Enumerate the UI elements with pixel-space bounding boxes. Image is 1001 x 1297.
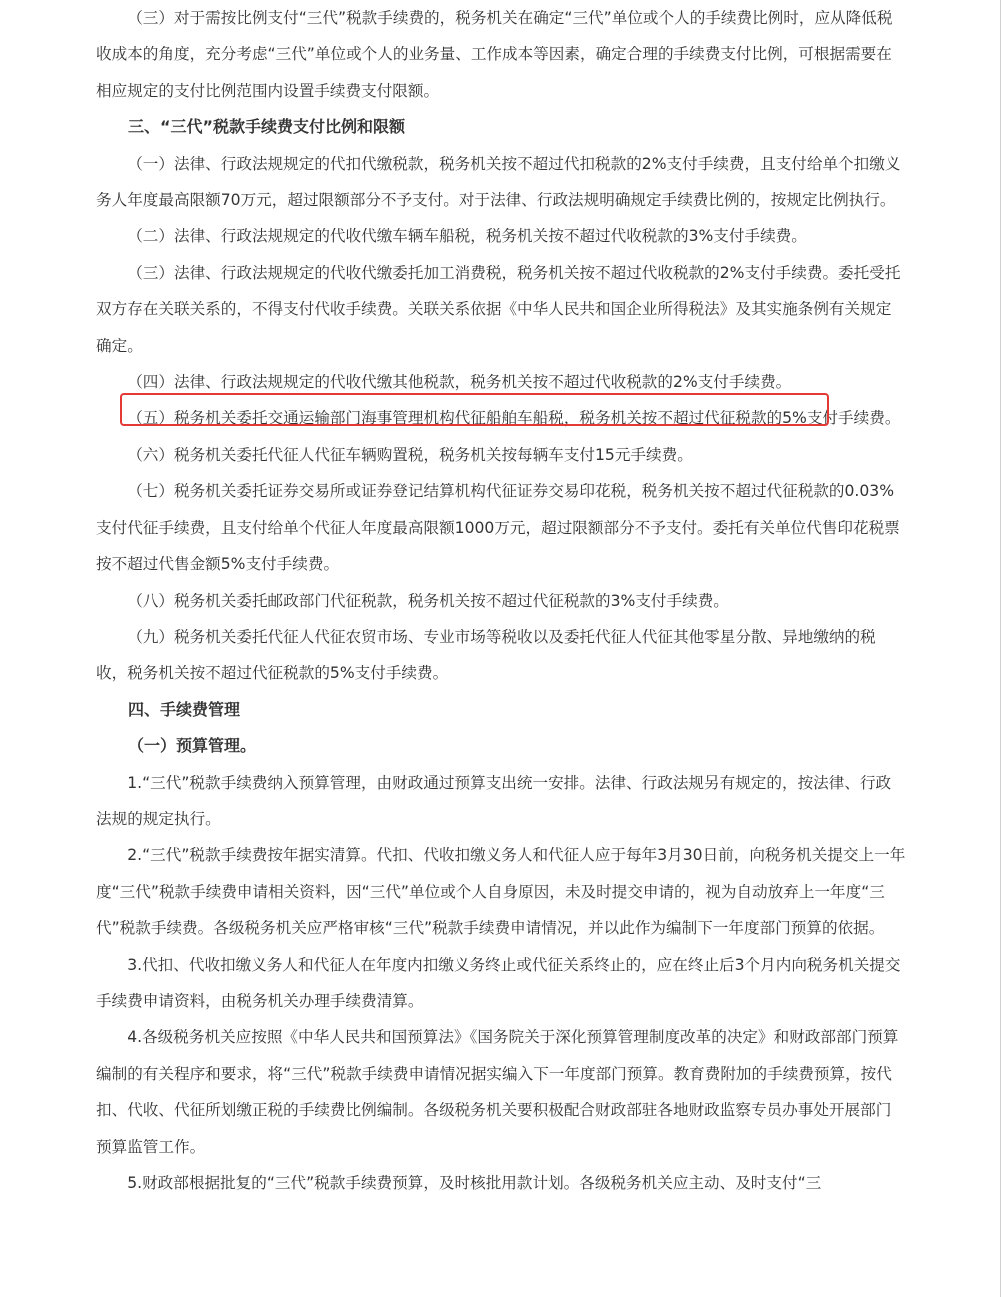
para-budget-item2: 2.“三代”税款手续费按年据实清算。代扣、代收扣缴义务人和代征人应于每年3月30日前，向税务机关提交上一年度“三代”税款手续费申请相关资料，因“三代”单位或个人自身原因，未及时提交申请的，视为自动放弃上一年度“三代”税款手续费。各级税务机关应严格审核“三代”税款手续费申请情况，并以此作为编制下一年度部门预算的依据。	[96, 846, 906, 938]
para-section3-item5: （五）税务机关委托交通运输部门海事管理机构代征船舶车船税，税务机关按不超过代征税款的5%支付手续费。	[127, 409, 901, 428]
para-budget-item4: 4.各级税务机关应按照《中华人民共和国预算法》《国务院关于深化预算管理制度改革的决定》和财政部部门预算编制的有关程序和要求，将“三代”税款手续费申请情况据实编入下一年度部门预算。教育费附加的手续费预算，按代扣、代收、代征所划缴正税的手续费比例编制。各级税务机关要积极配合财政部驻各地财政监察专员办事处开展部门预算监管工作。	[96, 1028, 899, 1156]
heading-budget-management: （一）预算管理。	[128, 736, 257, 756]
para-section3-item9: （九）税务机关委托代征人代征农贸市场、专业市场等税收以及委托代征人代征其他零星分散、异地缴纳的税收，税务机关按不超过代征税款的5%支付手续费。	[96, 627, 876, 683]
document-body	[96, 0, 906, 1201]
para-section3-item2: （二）法律、行政法规规定的代收代缴车辆车船税，税务机关按不超过代收税款的3%支付手续费。	[127, 227, 807, 246]
para-section3-item1: （一）法律、行政法规规定的代扣代缴税款，税务机关按不超过代扣税款的2%支付手续费，且支付给单个扣缴义务人年度最高限额70万元，超过限额部分不予支付。对于法律、行政法规明确规定手续费比例的，按规定比例执行。	[96, 154, 901, 210]
para-budget-item3: 3.代扣、代收扣缴义务人和代征人在年度内扣缴义务终止或代征关系终止的，应在终止后3个月内向税务机关提交手续费申请资料，由税务机关办理手续费清算。	[96, 955, 901, 1010]
para-section3-item3: （三）法律、行政法规规定的代收代缴委托加工消费税，税务机关按不超过代收税款的2%支付手续费。委托受托双方存在关联关系的，不得支付代收手续费。关联关系依据《中华人民共和国企业所得税法》及其实施条例有关规定确定。	[96, 263, 901, 355]
para-section2-item3: （三）对于需按比例支付“三代”税款手续费的，税务机关在确定“三代”单位或个人的手续费比例时，应从降低税收成本的角度，充分考虑“三代”单位或个人的业务量、工作成本等因素，确定合理的手续费支付比例，可根据需要在相应规定的支付比例范围内设置手续费支付限额。	[96, 9, 893, 100]
para-budget-item5: 5.财政部根据批复的“三代”税款手续费预算，及时核批用款计划。各级税务机关应主动、及时支付“三	[127, 1174, 822, 1192]
heading-section4: 四、手续费管理	[128, 699, 241, 719]
heading-section3: 三、“三代”税款手续费支付比例和限额	[128, 117, 406, 137]
para-section3-item6: （六）税务机关委托代征人代征车辆购置税，税务机关按每辆车支付15元手续费。	[127, 445, 693, 464]
para-section3-item8: （八）税务机关委托邮政部门代征税款，税务机关按不超过代征税款的3%支付手续费。	[127, 591, 729, 610]
para-section3-item4-highlighted: （四）法律、行政法规规定的代收代缴其他税款，税务机关按不超过代收税款的2%支付手续费。	[127, 373, 792, 392]
para-section3-item7: （七）税务机关委托证券交易所或证券登记结算机构代征证券交易印花税，税务机关按不超过代征税款的0.03%支付代征手续费，且支付给单个代征人年度最高限额1000万元，超过限额部分不予支付。委托有关单位代售印花税票按不超过代售金额5%支付手续费。	[96, 482, 900, 574]
para-budget-item1: 1.“三代”税款手续费纳入预算管理，由财政通过预算支出统一安排。法律、行政法规另有规定的，按法律、行政法规的规定执行。	[96, 773, 892, 828]
